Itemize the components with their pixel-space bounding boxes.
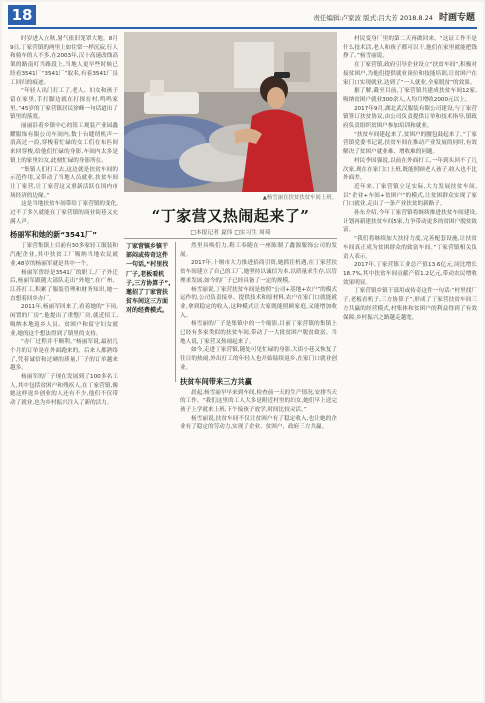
text-column-middle [180, 242, 337, 699]
article-paragraph: “办厂过程并不顺利。”杨丽军说,最初几个月的订单是在外面跑来的。后来人都熟络了,凭着诚信和过硬的质量,厂子的订单越来越多。 [10, 339, 118, 372]
article-paragraph: 在丁家营镇,政府引导企业设立“扶贫车间”,积极对接贫困户,为他们提供就业岗位和技能培训,让贫困户在家门口实现就业,达到了“一人就业,全家脱贫”的效果。 [343, 62, 477, 86]
article-paragraph: 2017年,十堰市大力推进招商引资,她抓住机遇,在丁家营扶贫车间建立了自己的工厂,她坚持以诚信为本,以质量求生存,以管理求发展,如今的厂子已经具备了一定的规模。 [180, 260, 337, 284]
pull-quote: 丁家营镇乡镇干部闷或传奇这件一句话,“村里找厂子,老板看机子,三方协算子”,邀招了丁家营扶贫车间这三方面对的经费模式。 [126, 243, 171, 315]
article-paragraph: “年轻人出门打工了,老人、妇女和孩子留在家里,手打脚边就在打探在村,鸣鸣家里。”45岁的丁家营镇居民徐峰一句话道出了镇里的落寞。 [10, 88, 118, 121]
article-paragraph: 近年来,丁家营镇立足实际,大力发展扶贫车间,以“企业+车间+贫困户”的模式,让贫困群众实现了家门口就业,走出了一条产业扶贫的新路子。 [343, 183, 477, 208]
article-paragraph: “集镇人们打工去,这边就是扶贫车间的示范作用,又带动了当地人员就业,扶贫车间让丁家营,让丁家营这又重新活跃在国内市场经济的边缘。” [10, 166, 118, 199]
article-title: “丁家营又热闹起来了” [151, 207, 310, 225]
subheading: 扶贫车间带来三方共赢 [180, 376, 252, 386]
page-header [2, 2, 483, 26]
article-paragraph: 晨起,杨雪丽早早来到车间,检查前一天的生产情况,安排当天的工作。“我们这里的工人大多是附近村里的妇女,她们早上送完孩子上学就来上班,下午接孩子放学,时间比较灵活。” [180, 389, 337, 413]
article-paragraph: 杨丽军曾经是3541厂的职工,厂子外迁后,杨丽军跟随大部队走出“外地”,在广州、江苏打工,积累了服装管理和财务知识,她一直想着回乡办厂。 [10, 269, 118, 302]
article-paragraph: 村民变身厂里的第二天再做回来。“这证工作不是什么技术活,老人和孩子都可以干,他们在家里就能把钱挣了。”杨雪丽说。 [343, 36, 477, 60]
photo-illustration [124, 32, 337, 192]
article-paragraph: 据了解,截至目前,丁家营镇共建成扶贫车间12家,吸纳贫困户就业300余人,人均月增收2000元以上。 [343, 88, 477, 103]
section-title: 时画专题 [438, 13, 475, 23]
text-column-right [343, 35, 477, 699]
header-rule [8, 27, 477, 29]
text-column-left [10, 35, 118, 699]
photo-caption: ▲杨雪丽在扶贫扶贫车间上班。 [262, 195, 337, 201]
article-paragraph: “我们将继续加大扶持力度,完善配套设施,让扶贫车间真正成为贫困群众的致富车间。”丁家营镇相关负责人表示。 [343, 236, 477, 260]
article-paragraph: 丁家营集镇上目前有30多家轻工服装和汽配企业,其中扶贫工厂吸纳当地农民就业,48岁的杨丽军就是其中一个。 [10, 243, 118, 267]
article-paragraph: 丽丽沿着乡镇中心的钮工观装产业园鑫耀服饰有限公司车间内,数十台缝纫机声一浪高过一浪,穿梭着忙碌的女工们在布匹间来回穿梭,给他们忙碌的身影,车间内太多是镇上的家里妇女,此刻忙碌的身影所在。 [10, 123, 118, 164]
article-byline: □本报记者 夏伟 □实习生 周琦 [190, 230, 271, 236]
article-paragraph: 2011年,杨丽军回来了,看着她的“下岗,闲置的厂房”,他提出了重整厂房,就近招工,吸纳本地返乡人员、贫困户和留守妇女就业,她的这个想法得到了镇里的支持。 [10, 304, 118, 337]
article-paragraph: 村民李国强说,以前在外面打工,一年到头回不了几次家,现在在家门口上班,既能照顾老人孩子,收入也不比外面差。 [343, 157, 477, 182]
article-paragraph: “扶贫车间建起来了,贫困户的腰包鼓起来了。”丁家营镇党委书记说,扶贫车间在推动产业发展的同时,有效解决了贫困户就业难、增收难的问题。 [343, 131, 477, 156]
header-meta [313, 10, 475, 23]
article-paragraph: 杨雪丽的厂子是集镇中的一个缩影,目前丁家营镇的集镇上已经有多家类似的扶贫车间,带动了一大批贫困户脱贫致富。当地人说,丁家营又热闹起来了。 [180, 321, 337, 345]
article-paragraph: 丁家营镇乡镇干部用或传奇这件一句话:“村里找厂子,老板看机子,三方协算子”,形成了丁家营扶贫车间三方共赢的经营模式,村集体和贫困户的利益得到了有效保障,乡村振兴之路越走越宽。 [343, 288, 477, 321]
news-photo [124, 32, 337, 192]
editor-info: 责任编辑:卢家波 版式:吕大芳 2018.8.24 [313, 14, 433, 22]
article-paragraph: 杨雪丽说,扶贫车间不仅让贫困户有了稳定收入,也让她的企业有了稳定的劳动力,实现了企业、贫困户、政府三方共赢。 [180, 415, 337, 431]
article-paragraph: 如今,走进丁家营镇,随处可见忙碌的身影,大街小巷又恢复了往日的热闹,外出打工的年轻人也开始陆续返乡,在家门口就业创业。 [180, 347, 337, 371]
article-paragraph: 2017年,丁家营镇工业总产值13.6亿元,同比增长18.7%,其中扶贫车间贡献产值1.2亿元,带动农民增收效果明显。 [343, 262, 477, 286]
article-paragraph: 2017年9月,湖北武汉服装有限公司建设,与丁家营镇签订扶贫协议,由公司负责提供订单和技术指导,镇政府负责组织贫困户参加培训和就业。 [343, 105, 477, 130]
article-paragraph: 这是当地扶贫车间带给丁家营镇的变化,过不了多久就能在丁家营镇的商业街巷又充满人声。 [10, 201, 118, 225]
article-paragraph: 杨丽军的厂子现在发展到了100多名工人,其中包括贫困户和残疾人,在丁家营镇,像她这样返乡创业的人还有不少,他们不仅带动了就业,也为乡村振兴注入了新的活力。 [10, 374, 118, 407]
page-number: 18 [8, 5, 36, 25]
article-paragraph: 然里具唤们力,鞋工奉随在一座陈制了鑫源服饰公司的发展。 [180, 243, 337, 258]
article-paragraph: 杨雪丽说,丁家营扶贫车间是按照“公司+基地+农户”的模式运作的,公司负责接单、提供技术和原材料,农户在家门口就能就业,拿到稳定的收入,这种模式让大家既能照顾家庭,又能增加收入。 [180, 286, 337, 319]
article-paragraph: 孙东介绍,今年丁家营镇将继续推进扶贫车间建设,计划再新建扶贫车间5家,力争带动更多的贫困户脱贫致富。 [343, 210, 477, 234]
title-rule [124, 238, 337, 239]
article-paragraph: 时岁进入立秋,暑气依旧笼罩大地。8月9日,丁家营镇的两里上如往常一样沉寂,行人和骑车的人不多,在2003年,汉十高速改线高架的路南叮当路段上,当地人更早些时候已经看3541厂“3541厂”取名,有着3541厂员工回归的痕迹。 [10, 36, 118, 86]
newspaper-page [2, 2, 483, 701]
callout-divider [175, 242, 176, 382]
subheading: 杨丽军和她的新“3541厂” [10, 230, 97, 240]
